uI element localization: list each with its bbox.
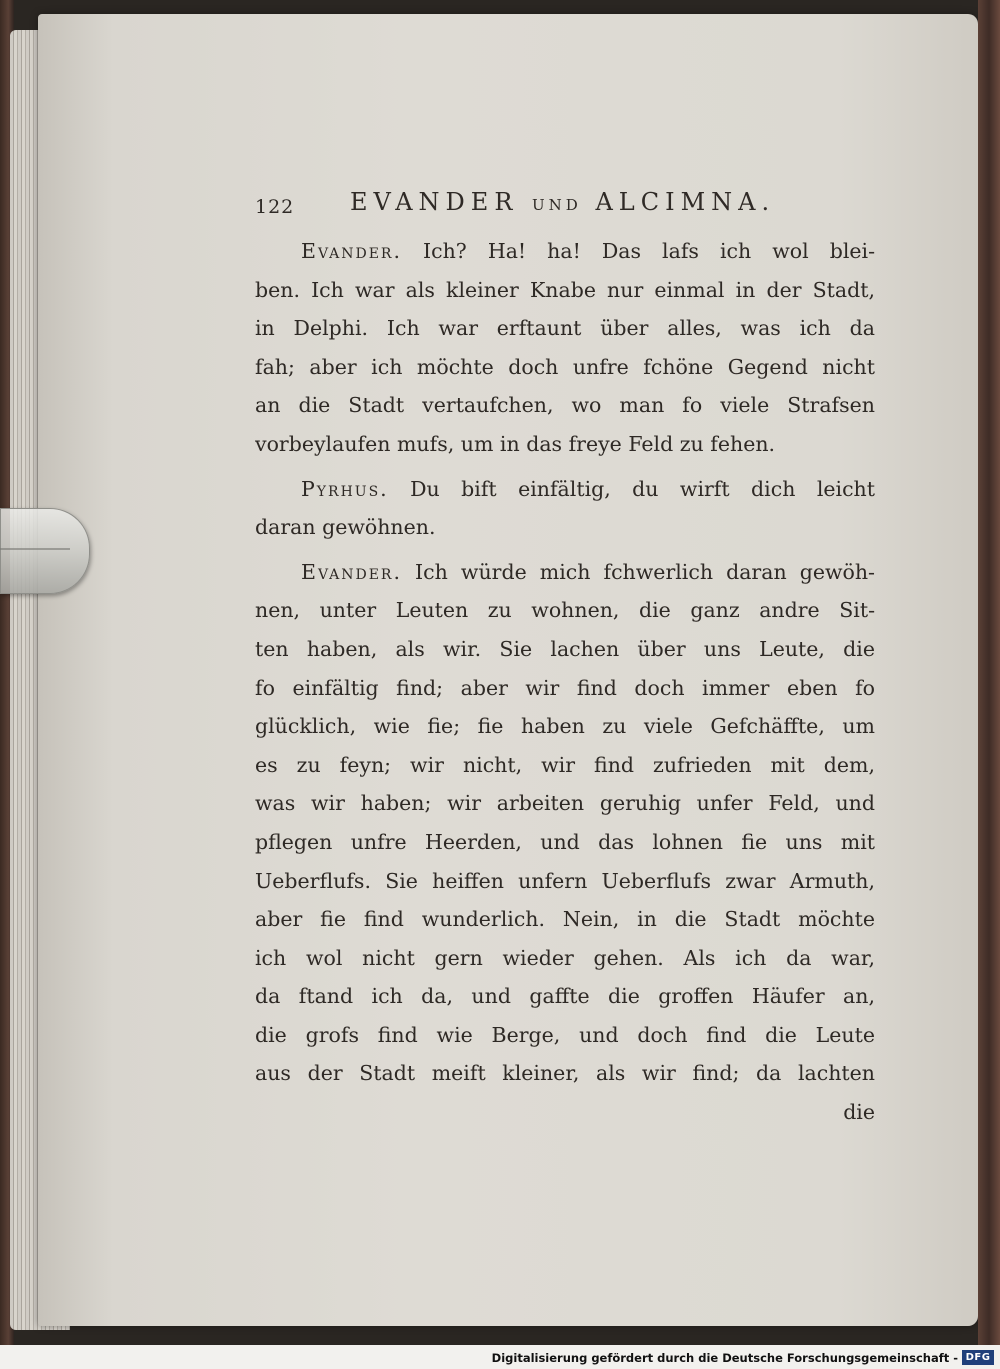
text-line: [255, 553, 875, 592]
dfg-logo: DFG: [962, 1350, 994, 1365]
text-line: [255, 232, 875, 271]
page-clip-line: [0, 548, 70, 550]
body-text: [255, 232, 875, 1132]
speaker-name: Evander.: [301, 239, 402, 263]
running-title-part2: ALCIMNA.: [595, 188, 776, 216]
running-title: [350, 188, 775, 216]
text-line: glücklich, wie fie; fie haben zu viele Gefchäffte, um: [255, 714, 875, 739]
running-title-small: UND: [532, 196, 582, 214]
text-line: daran gewöhnen.: [255, 515, 436, 540]
text-line: was wir haben; wir arbeiten geruhig unfer Feld, und: [255, 791, 875, 816]
text-line: fo einfältig find; aber wir find doch immer eben fo: [255, 675, 875, 700]
catchword: die: [843, 1100, 875, 1125]
text-line: fah; aber ich möchte doch unfre fchöne Gegend nicht: [255, 354, 875, 379]
running-title-part1: EVANDER: [350, 188, 519, 216]
speaker-name: Pyrhus.: [301, 476, 389, 501]
text-line: ten haben, als wir. Sie lachen über uns Leute, die: [255, 636, 875, 661]
page-number: 122: [255, 196, 295, 218]
footer-credit: Digitalisierung gefördert durch die Deutsche Forschungsgemeinschaft -: [491, 1351, 958, 1365]
text-line: aus der Stadt meift kleiner, als wir find; da lachten: [255, 1061, 875, 1086]
page-clip: [0, 508, 90, 594]
text-line: vorbeylaufen mufs, um in das freye Feld zu fehen.: [255, 431, 776, 456]
line-text: Du bift einfältig, du wirft dich leicht: [388, 476, 875, 501]
text-line: pflegen unfre Heerden, und das lohnen fie uns mit: [255, 829, 875, 854]
text-line: [255, 470, 875, 509]
text-line: da ftand ich da, und gaffte die groffen Häufer an,: [255, 984, 875, 1009]
text-line: in Delphi. Ich war erftaunt über alles, was ich da: [255, 316, 875, 341]
book-cover-right: [978, 0, 1000, 1369]
page-header: [255, 188, 815, 228]
text-line: die grofs find wie Berge, und doch find die Leute: [255, 1022, 875, 1047]
text-line: nen, unter Leuten zu wohnen, die ganz andre Sit-: [255, 598, 875, 623]
footer-bar: [0, 1345, 1000, 1369]
text-line: ben. Ich war als kleiner Knabe nur einmal in der Stadt,: [255, 277, 875, 302]
line-text: Ich? Ha! ha! Das lafs ich wol blei-: [402, 239, 875, 263]
line-text: Ich würde mich fchwerlich daran gewöh-: [402, 559, 875, 584]
text-line: aber fie find wunderlich. Nein, in die Stadt möchte: [255, 907, 875, 932]
text-line: an die Stadt vertaufchen, wo man fo viele Strafsen: [255, 393, 875, 418]
text-line: Ueberflufs. Sie heiffen unfern Ueberflufs zwar Armuth,: [255, 868, 875, 893]
text-line: es zu feyn; wir nicht, wir find zufrieden mit dem,: [255, 752, 875, 777]
speaker-name: Evander.: [301, 559, 402, 584]
text-line: ich wol nicht gern wieder gehen. Als ich da war,: [255, 945, 875, 970]
